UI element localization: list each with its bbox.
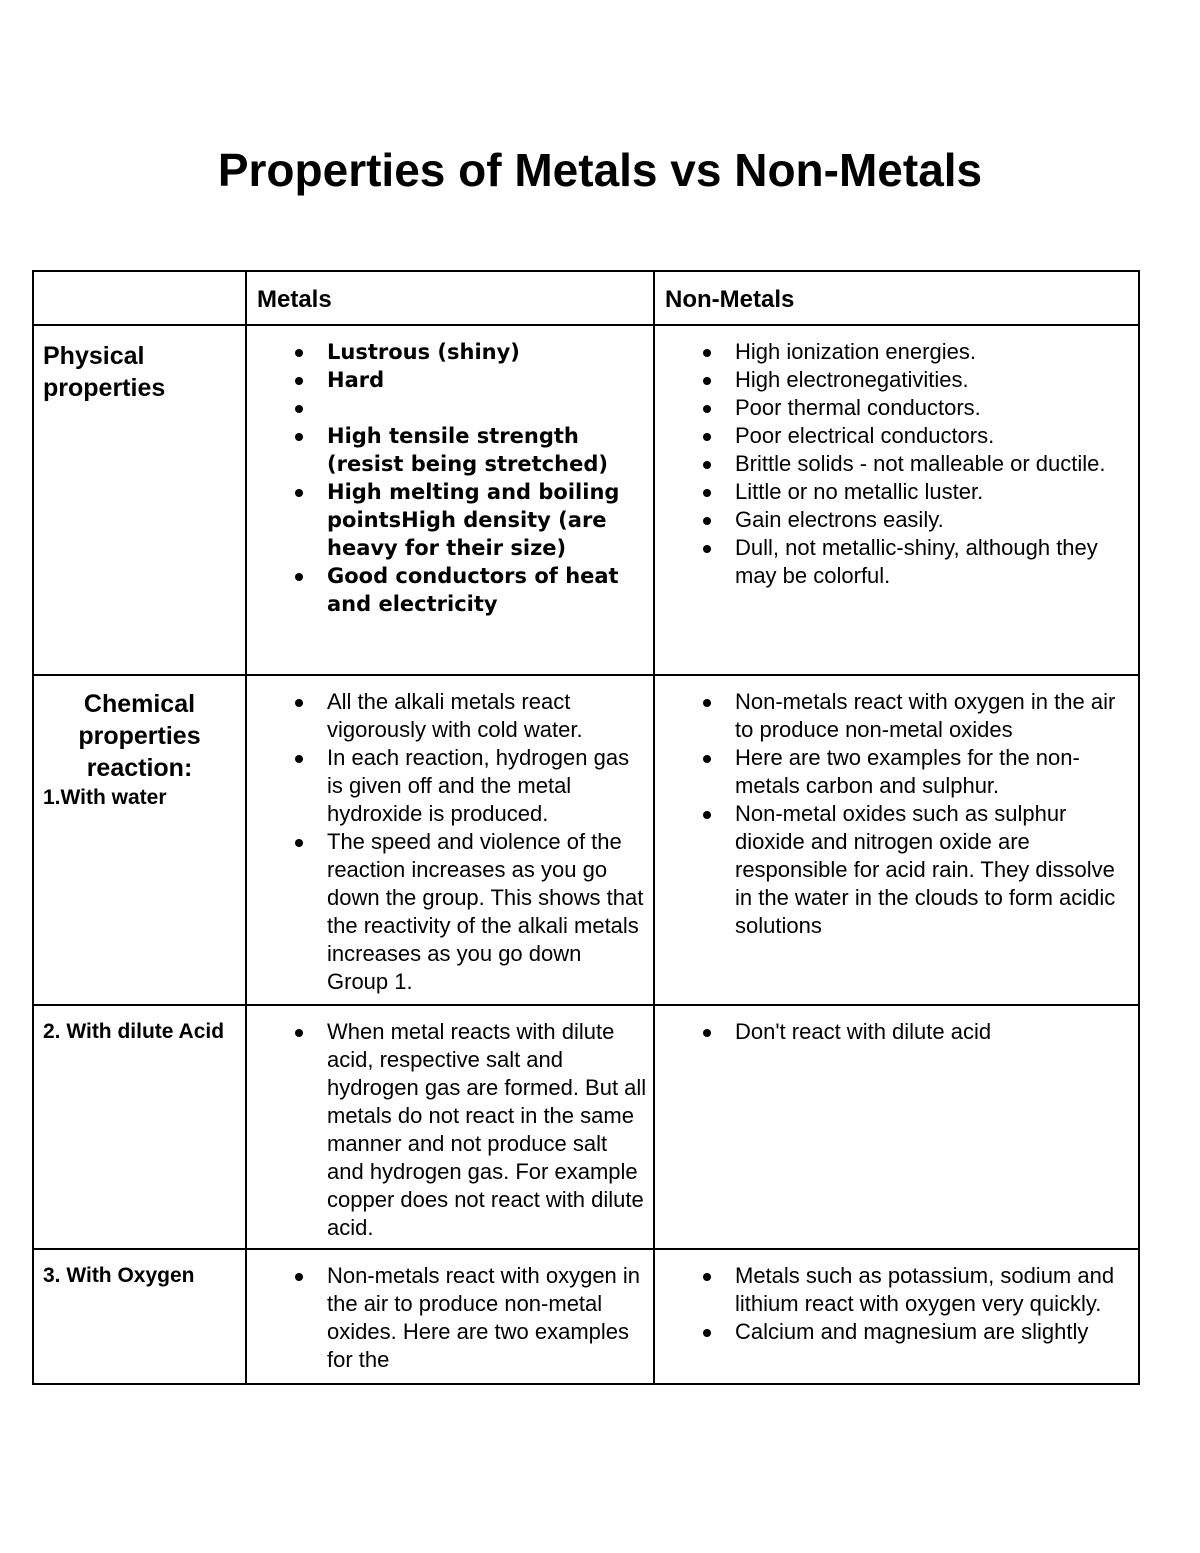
list-item: Dull, not metallic-shiny, although they may be colorful. bbox=[655, 534, 1132, 590]
non-metals-cell bbox=[654, 325, 1139, 675]
header-metals: Metals bbox=[257, 286, 332, 313]
list-item bbox=[247, 394, 647, 422]
row-label-cell bbox=[33, 325, 246, 675]
table-header-row bbox=[33, 271, 1139, 325]
header-cell-non-metals bbox=[654, 271, 1139, 325]
row-label-dilute-acid: 2. With dilute Acid bbox=[43, 1020, 225, 1043]
row-label-chemical-heading: Chemical properties reaction: bbox=[78, 690, 201, 782]
list-item: Poor thermal conductors. bbox=[655, 394, 1132, 422]
non-metals-cell bbox=[654, 1005, 1139, 1249]
metals-oxygen-list bbox=[247, 1250, 653, 1374]
list-item: Brittle solids - not malleable or ductile. bbox=[655, 450, 1132, 478]
row-label-chemical bbox=[34, 676, 245, 812]
list-item: Non-metals react with oxygen in the air to produce non-metal oxides bbox=[655, 688, 1132, 744]
non-metals-water-list bbox=[655, 676, 1138, 940]
comparison-table bbox=[32, 270, 1140, 1385]
metals-cell bbox=[246, 325, 654, 675]
row-label-oxygen: 3. With Oxygen bbox=[43, 1264, 195, 1287]
list-item: Little or no metallic luster. bbox=[655, 478, 1132, 506]
metals-cell bbox=[246, 1005, 654, 1249]
row-label-cell bbox=[33, 1249, 246, 1384]
row-label-with-water: 1.With water bbox=[43, 786, 167, 809]
non-metals-cell bbox=[654, 1249, 1139, 1384]
list-item: Don't react with dilute acid bbox=[655, 1018, 1132, 1046]
list-item: Good conductors of heat and electricity bbox=[247, 562, 647, 618]
metals-physical-list bbox=[247, 326, 653, 618]
metals-acid-list bbox=[247, 1006, 653, 1242]
row-label-cell bbox=[33, 1005, 246, 1249]
list-item: Calcium and magnesium are slightly bbox=[655, 1318, 1132, 1346]
table-row bbox=[33, 1249, 1139, 1384]
non-metals-acid-list bbox=[655, 1006, 1138, 1046]
list-item: Metals such as potassium, sodium and lithium react with oxygen very quickly. bbox=[655, 1262, 1132, 1318]
row-label-cell bbox=[33, 675, 246, 1005]
list-item: In each reaction, hydrogen gas is given off and the metal hydroxide is produced. bbox=[247, 744, 647, 828]
non-metals-oxygen-list bbox=[655, 1250, 1138, 1346]
list-item: Lustrous (shiny) bbox=[247, 338, 647, 366]
list-item: All the alkali metals react vigorously with cold water. bbox=[247, 688, 647, 744]
list-item: Non-metal oxides such as sulphur dioxide and nitrogen oxide are responsible for acid rain. They dissolve in the water in the clouds to form acidic solutions bbox=[655, 800, 1132, 940]
non-metals-cell bbox=[654, 675, 1139, 1005]
list-item: High tensile strength (resist being stretched) bbox=[247, 422, 647, 478]
document-title: Properties of Metals vs Non-Metals bbox=[217, 144, 983, 196]
header-cell-blank bbox=[33, 271, 246, 325]
list-item: Here are two examples for the non-metals carbon and sulphur. bbox=[655, 744, 1132, 800]
list-item: High electronegativities. bbox=[655, 366, 1132, 394]
list-item: High ionization energies. bbox=[655, 338, 1132, 366]
header-cell-metals bbox=[246, 271, 654, 325]
list-item: High melting and boiling pointsHigh density (are heavy for their size) bbox=[247, 478, 647, 562]
list-item: Non-metals react with oxygen in the air to produce non-metal oxides. Here are two examples for the bbox=[247, 1262, 647, 1374]
metals-cell bbox=[246, 1249, 654, 1384]
non-metals-physical-list bbox=[655, 326, 1138, 590]
table-row bbox=[33, 1005, 1139, 1249]
list-item: Gain electrons easily. bbox=[655, 506, 1132, 534]
list-item: When metal reacts with dilute acid, respective salt and hydrogen gas are formed. But all metals do not react in the same manner and not produce salt and hydrogen gas. For example copper does not react with dilute acid. bbox=[247, 1018, 647, 1242]
list-item: Poor electrical conductors. bbox=[655, 422, 1132, 450]
table-row bbox=[33, 325, 1139, 675]
metals-cell bbox=[246, 675, 654, 1005]
list-item: The speed and violence of the reaction increases as you go down the group. This shows that the reactivity of the alkali metals increases as you go down Group 1. bbox=[247, 828, 647, 996]
row-label-physical: Physical properties bbox=[43, 342, 166, 402]
list-item: Hard bbox=[247, 366, 647, 394]
header-non-metals: Non-Metals bbox=[665, 286, 795, 313]
table-row bbox=[33, 675, 1139, 1005]
metals-water-list bbox=[247, 676, 653, 996]
